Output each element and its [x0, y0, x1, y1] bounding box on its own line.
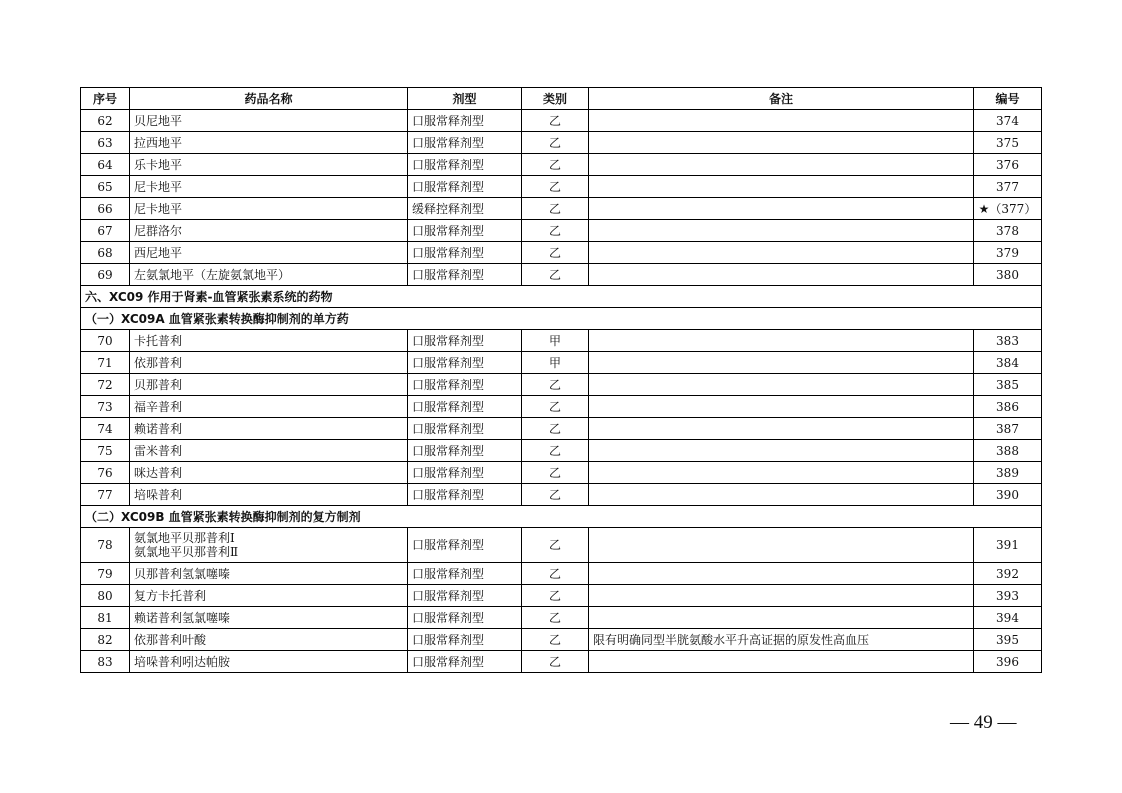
cell-dosage-form: 口服常释剂型	[408, 651, 522, 673]
cell-remarks	[589, 585, 974, 607]
cell-code: 375	[974, 132, 1042, 154]
section-header-row	[81, 308, 1042, 330]
cell-no: 74	[81, 418, 130, 440]
table-row	[81, 352, 1042, 374]
cell-dosage-form: 口服常释剂型	[408, 563, 522, 585]
cell-drug-name: 培哚普利	[130, 484, 408, 506]
cell-remarks	[589, 563, 974, 585]
section-title: （一）XC09A 血管紧张素转换酶抑制剂的单方药	[81, 308, 1042, 330]
cell-dosage-form: 口服常释剂型	[408, 585, 522, 607]
cell-code: 393	[974, 585, 1042, 607]
cell-remarks	[589, 528, 974, 563]
cell-dosage-form: 口服常释剂型	[408, 484, 522, 506]
cell-category: 乙	[522, 484, 589, 506]
cell-code: ★（377）	[974, 198, 1042, 220]
cell-category: 乙	[522, 418, 589, 440]
cell-dosage-form: 口服常释剂型	[408, 629, 522, 651]
cell-no: 63	[81, 132, 130, 154]
table-row	[81, 110, 1042, 132]
table-row	[81, 176, 1042, 198]
cell-no: 75	[81, 440, 130, 462]
cell-code: 386	[974, 396, 1042, 418]
cell-no: 76	[81, 462, 130, 484]
section-header-row	[81, 286, 1042, 308]
cell-category: 甲	[522, 330, 589, 352]
cell-drug-name: 卡托普利	[130, 330, 408, 352]
cell-drug-name: 培哚普利吲达帕胺	[130, 651, 408, 673]
cell-category: 乙	[522, 585, 589, 607]
cell-drug-name: 依那普利	[130, 352, 408, 374]
header-note: 备注	[589, 88, 974, 110]
table-row	[81, 585, 1042, 607]
cell-code: 384	[974, 352, 1042, 374]
cell-drug-name: 雷米普利	[130, 440, 408, 462]
cell-no: 80	[81, 585, 130, 607]
cell-dosage-form: 口服常释剂型	[408, 132, 522, 154]
cell-category: 乙	[522, 651, 589, 673]
cell-no: 69	[81, 264, 130, 286]
drug-name-line: 氨氯地平贝那普利Ⅱ	[134, 545, 239, 559]
table-row	[81, 418, 1042, 440]
cell-remarks	[589, 374, 974, 396]
cell-code: 388	[974, 440, 1042, 462]
cell-no: 67	[81, 220, 130, 242]
cell-code: 390	[974, 484, 1042, 506]
header-no: 序号	[81, 88, 130, 110]
cell-category: 乙	[522, 528, 589, 563]
cell-dosage-form: 口服常释剂型	[408, 220, 522, 242]
table-row	[81, 154, 1042, 176]
table-row	[81, 651, 1042, 673]
cell-category: 乙	[522, 440, 589, 462]
cell-code: 383	[974, 330, 1042, 352]
cell-category: 乙	[522, 563, 589, 585]
cell-code: 376	[974, 154, 1042, 176]
cell-remarks: 限有明确同型半胱氨酸水平升高证据的原发性高血压	[589, 629, 974, 651]
cell-category: 乙	[522, 242, 589, 264]
cell-dosage-form: 口服常释剂型	[408, 352, 522, 374]
cell-category: 乙	[522, 176, 589, 198]
cell-code: 394	[974, 607, 1042, 629]
cell-dosage-form: 口服常释剂型	[408, 110, 522, 132]
cell-drug-name: 依那普利叶酸	[130, 629, 408, 651]
cell-drug-name: 尼卡地平	[130, 198, 408, 220]
cell-no: 77	[81, 484, 130, 506]
table-header-row	[81, 88, 1042, 110]
cell-no: 81	[81, 607, 130, 629]
cell-code: 377	[974, 176, 1042, 198]
cell-drug-name: 赖诺普利氢氯噻嗪	[130, 607, 408, 629]
cell-drug-name: 尼群洛尔	[130, 220, 408, 242]
cell-no: 64	[81, 154, 130, 176]
table-row	[81, 563, 1042, 585]
cell-code: 378	[974, 220, 1042, 242]
cell-code: 391	[974, 528, 1042, 563]
cell-drug-name: 西尼地平	[130, 242, 408, 264]
cell-dosage-form: 口服常释剂型	[408, 264, 522, 286]
cell-remarks	[589, 176, 974, 198]
cell-dosage-form: 口服常释剂型	[408, 242, 522, 264]
cell-no: 79	[81, 563, 130, 585]
cell-category: 乙	[522, 198, 589, 220]
table-row	[81, 198, 1042, 220]
cell-no: 73	[81, 396, 130, 418]
cell-remarks	[589, 242, 974, 264]
section-title: 六、XC09 作用于肾素-血管紧张素系统的药物	[81, 286, 1042, 308]
cell-drug-name: 赖诺普利	[130, 418, 408, 440]
cell-drug-name: 贝尼地平	[130, 110, 408, 132]
table-row	[81, 607, 1042, 629]
cell-dosage-form: 口服常释剂型	[408, 330, 522, 352]
cell-category: 乙	[522, 154, 589, 176]
table-row	[81, 484, 1042, 506]
cell-dosage-form: 口服常释剂型	[408, 374, 522, 396]
cell-category: 乙	[522, 396, 589, 418]
cell-remarks	[589, 651, 974, 673]
cell-no: 71	[81, 352, 130, 374]
cell-drug-name: 贝那普利氢氯噻嗪	[130, 563, 408, 585]
cell-remarks	[589, 352, 974, 374]
cell-remarks	[589, 396, 974, 418]
cell-remarks	[589, 607, 974, 629]
cell-no: 62	[81, 110, 130, 132]
cell-code: 387	[974, 418, 1042, 440]
cell-remarks	[589, 440, 974, 462]
table-row	[81, 396, 1042, 418]
cell-drug-name: 拉西地平	[130, 132, 408, 154]
cell-no: 65	[81, 176, 130, 198]
header-form: 剂型	[408, 88, 522, 110]
cell-no: 66	[81, 198, 130, 220]
cell-remarks	[589, 264, 974, 286]
section-title: （二）XC09B 血管紧张素转换酶抑制剂的复方制剂	[81, 506, 1042, 528]
cell-category: 乙	[522, 374, 589, 396]
cell-drug-name	[130, 528, 408, 563]
drug-name-line: 氨氯地平贝那普利Ⅰ	[134, 531, 235, 545]
cell-category: 乙	[522, 132, 589, 154]
header-name: 药品名称	[130, 88, 408, 110]
cell-drug-name: 乐卡地平	[130, 154, 408, 176]
cell-category: 乙	[522, 607, 589, 629]
cell-no: 82	[81, 629, 130, 651]
table-row	[81, 330, 1042, 352]
cell-dosage-form: 口服常释剂型	[408, 607, 522, 629]
header-class: 类别	[522, 88, 589, 110]
cell-dosage-form: 缓释控释剂型	[408, 198, 522, 220]
cell-code: 392	[974, 563, 1042, 585]
cell-remarks	[589, 132, 974, 154]
cell-drug-name: 复方卡托普利	[130, 585, 408, 607]
cell-category: 乙	[522, 462, 589, 484]
cell-dosage-form: 口服常释剂型	[408, 154, 522, 176]
cell-category: 甲	[522, 352, 589, 374]
cell-remarks	[589, 418, 974, 440]
cell-no: 70	[81, 330, 130, 352]
table-row	[81, 374, 1042, 396]
cell-dosage-form: 口服常释剂型	[408, 396, 522, 418]
cell-code: 385	[974, 374, 1042, 396]
cell-code: 396	[974, 651, 1042, 673]
table-body	[81, 110, 1042, 673]
cell-remarks	[589, 484, 974, 506]
cell-code: 395	[974, 629, 1042, 651]
cell-no: 83	[81, 651, 130, 673]
cell-category: 乙	[522, 264, 589, 286]
cell-remarks	[589, 462, 974, 484]
header-code: 编号	[974, 88, 1042, 110]
cell-remarks	[589, 330, 974, 352]
cell-no: 78	[81, 528, 130, 563]
section-header-row	[81, 506, 1042, 528]
cell-drug-name: 尼卡地平	[130, 176, 408, 198]
cell-code: 389	[974, 462, 1042, 484]
cell-remarks	[589, 198, 974, 220]
page-number: — 49 —	[950, 712, 1017, 733]
cell-code: 379	[974, 242, 1042, 264]
table-row	[81, 528, 1042, 563]
cell-category: 乙	[522, 629, 589, 651]
table-row	[81, 220, 1042, 242]
table-row	[81, 440, 1042, 462]
cell-remarks	[589, 154, 974, 176]
cell-code: 374	[974, 110, 1042, 132]
cell-category: 乙	[522, 110, 589, 132]
cell-drug-name: 福辛普利	[130, 396, 408, 418]
cell-dosage-form: 口服常释剂型	[408, 462, 522, 484]
cell-no: 68	[81, 242, 130, 264]
table-row	[81, 242, 1042, 264]
cell-no: 72	[81, 374, 130, 396]
cell-drug-name: 贝那普利	[130, 374, 408, 396]
cell-dosage-form: 口服常释剂型	[408, 528, 522, 563]
cell-drug-name: 左氨氯地平（左旋氨氯地平）	[130, 264, 408, 286]
cell-category: 乙	[522, 220, 589, 242]
drug-catalog-table	[80, 87, 1042, 673]
table-row	[81, 462, 1042, 484]
table-row	[81, 264, 1042, 286]
table-row	[81, 132, 1042, 154]
cell-dosage-form: 口服常释剂型	[408, 440, 522, 462]
table-row	[81, 629, 1042, 651]
cell-remarks	[589, 220, 974, 242]
cell-drug-name: 咪达普利	[130, 462, 408, 484]
cell-dosage-form: 口服常释剂型	[408, 418, 522, 440]
cell-remarks	[589, 110, 974, 132]
cell-code: 380	[974, 264, 1042, 286]
cell-dosage-form: 口服常释剂型	[408, 176, 522, 198]
